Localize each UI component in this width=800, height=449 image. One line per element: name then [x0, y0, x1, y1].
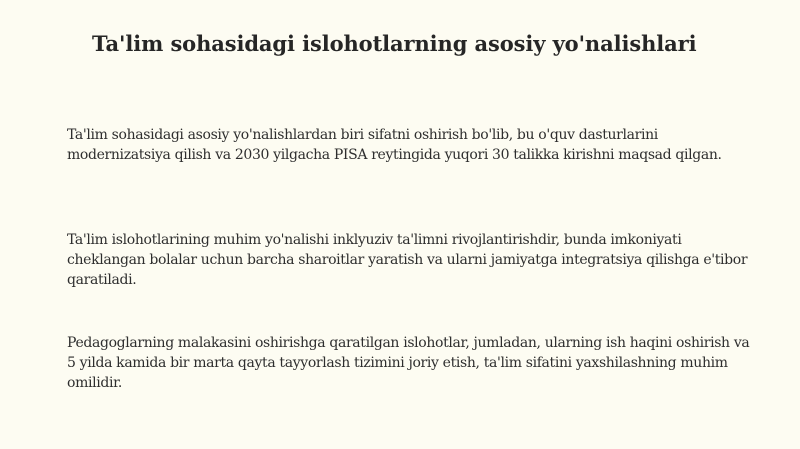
paragraph-teacher-qualification: Pedagoglarning malakasini oshirishga qaratilgan islohotlar, jumladan, ularning ish haqini oshirish va 5 yilda kamida bir marta qayta tayyorlash tizimini joriy etish, ta'lim sifatini yaxshilashning muhim omilidir.	[67, 335, 750, 391]
paragraph-inclusive-education: Ta'lim islohotlarining muhim yo'nalishi inklyuziv ta'limni rivojlantirishdir, bunda imkoniyati cheklangan bolalar uchun barcha sharoitlar yaratish va ularni jamiyatga integratsiya qilishga e'tibor qaratiladi.	[67, 232, 748, 288]
paragraph-quality: Ta'lim sohasidagi asosiy yo'nalishlardan biri sifatni oshirish bo'lib, bu o'quv dasturlarini modernizatsiya qilish va 2030 yilgacha PISA reytingida yuqori 30 talikka kirishni maqsad qilgan.	[67, 127, 722, 163]
slide-title: Ta'lim sohasidagi islohotlarning asosiy yo'nalishlari	[92, 31, 697, 56]
